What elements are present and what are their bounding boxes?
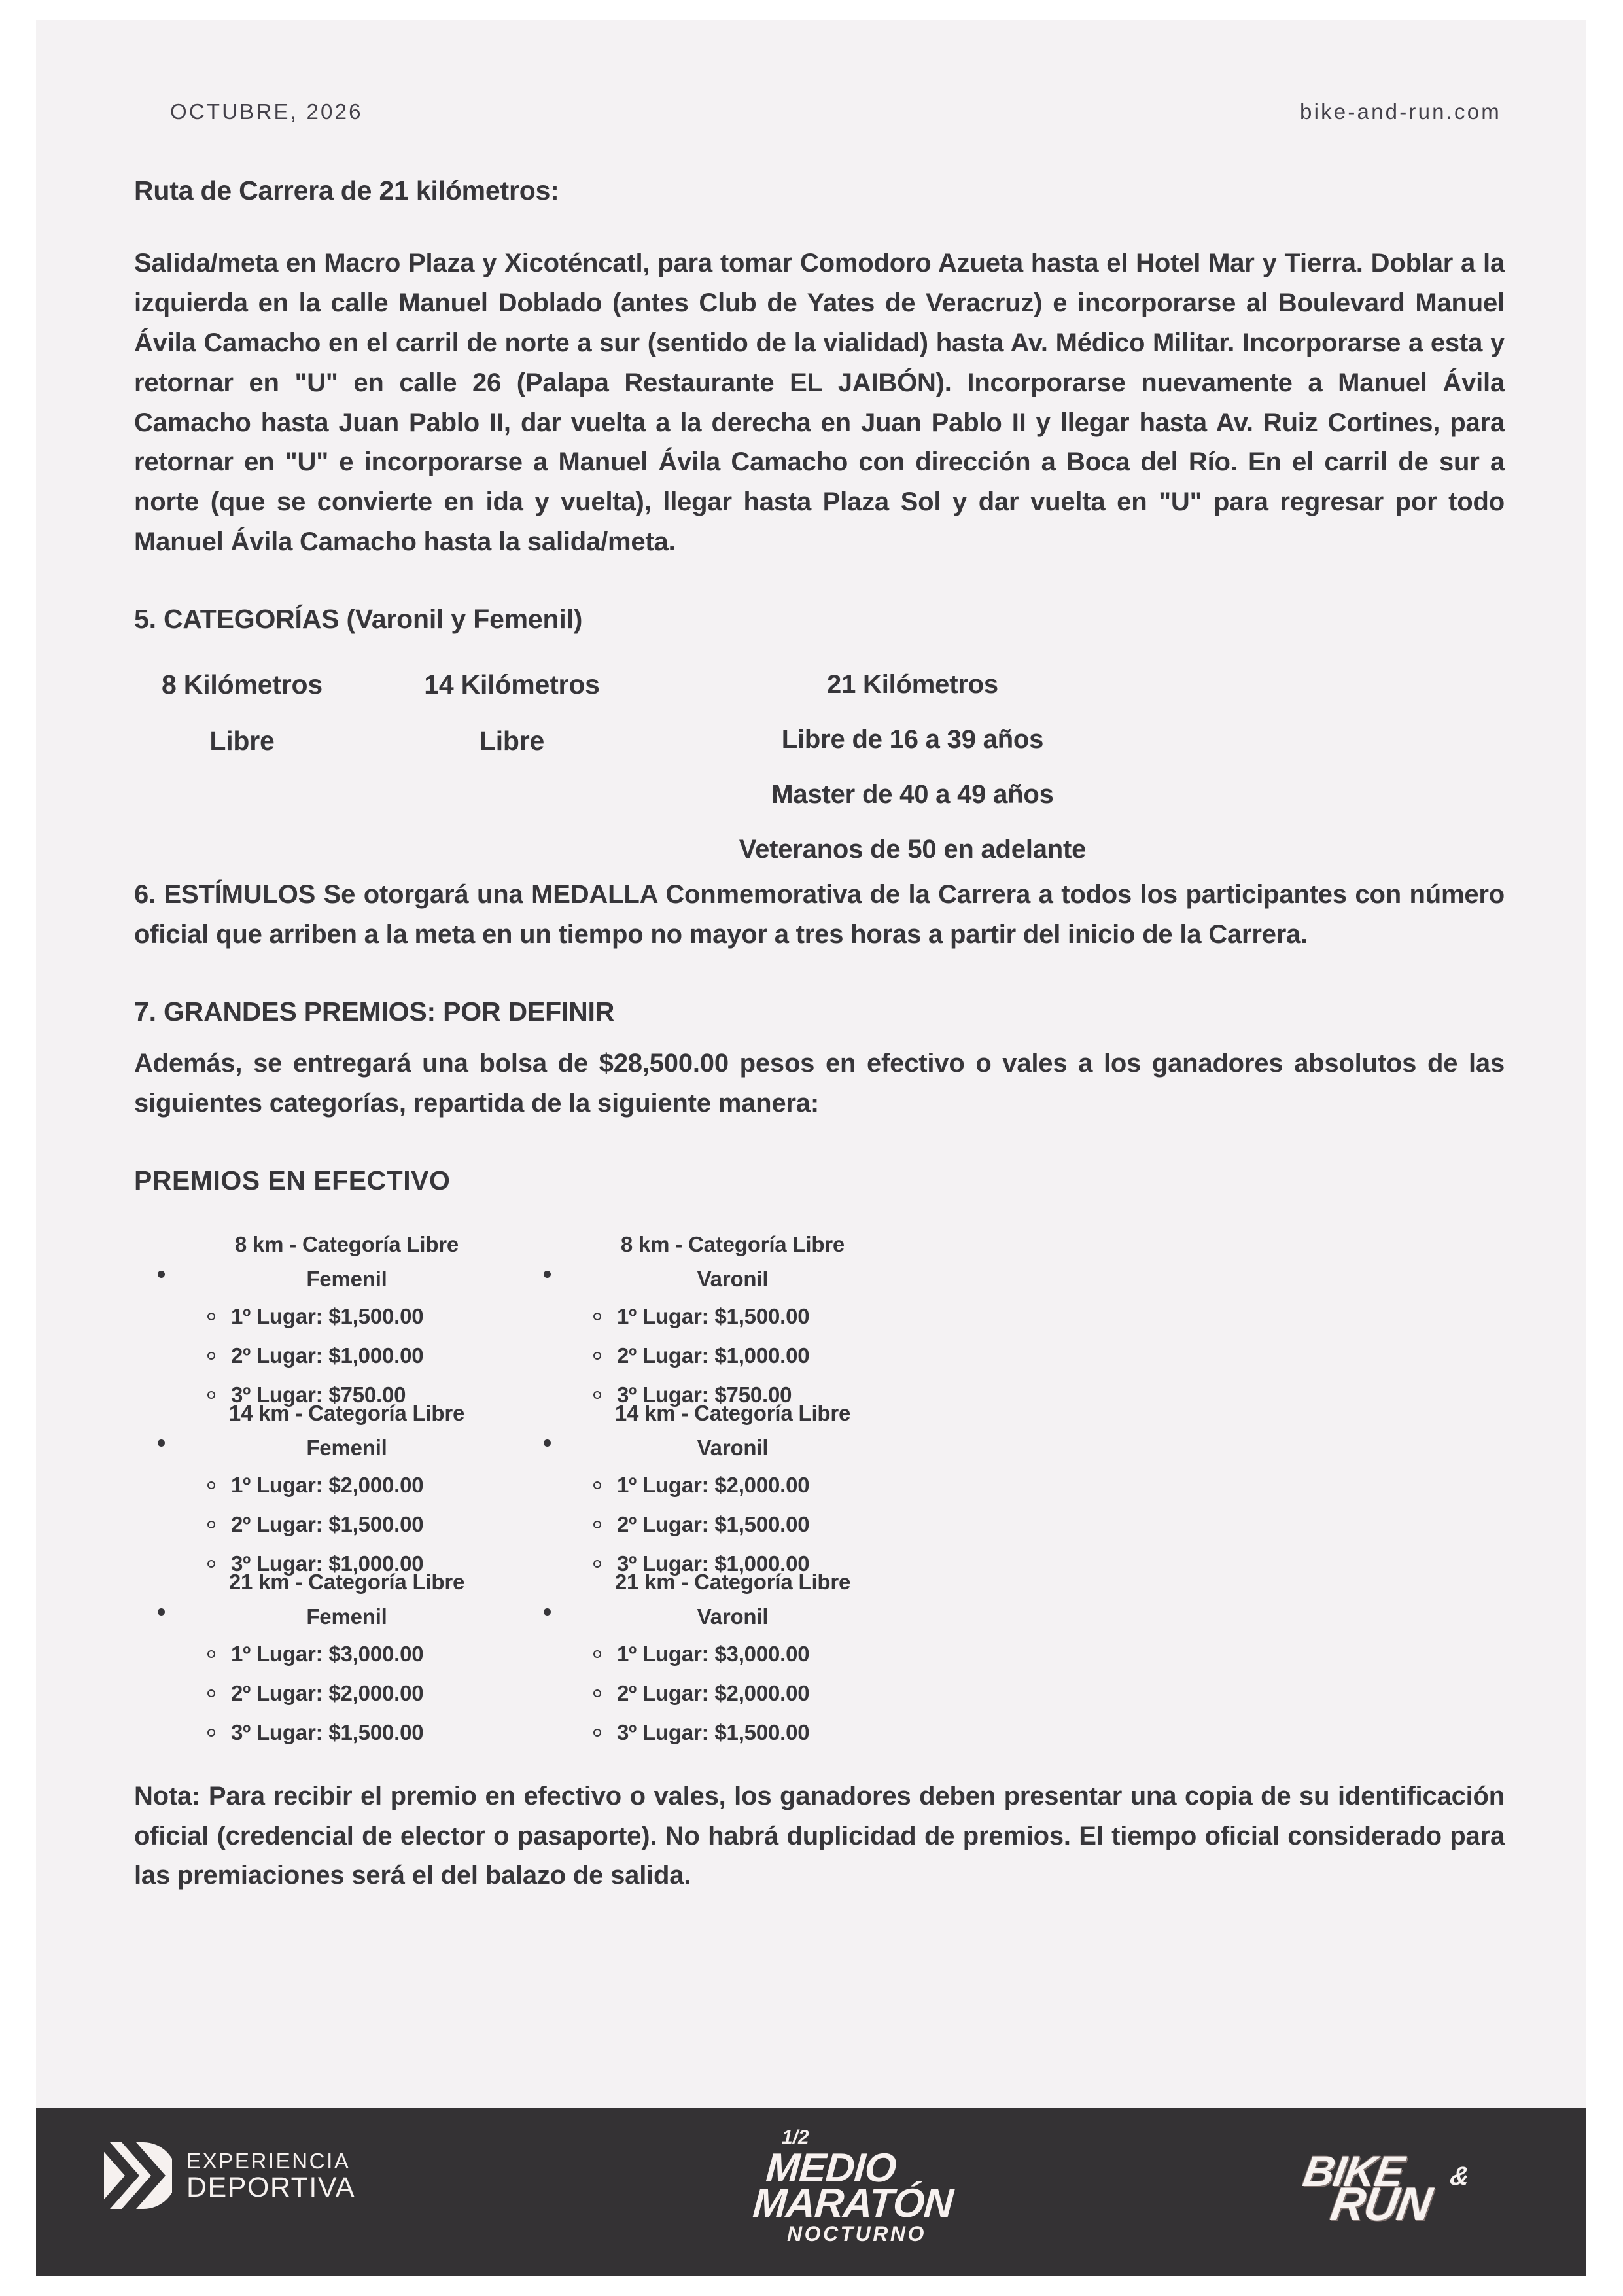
route-title: Ruta de Carrera de 21 kilómetros:	[134, 175, 559, 205]
logo-experiencia-deportiva	[101, 2141, 355, 2210]
prize-group-gender	[540, 1606, 926, 1627]
prize-place-label: 3º Lugar: $1,500.00	[617, 1720, 810, 1744]
prize-place-label: 2º Lugar: $1,500.00	[231, 1511, 424, 1536]
logo-line-run: RUN	[1327, 2178, 1435, 2231]
logo-line-2: DEPORTIVA	[186, 2171, 356, 2203]
logo-line-medio: MEDIO	[764, 2146, 898, 2191]
prize-row	[134, 1231, 1505, 1407]
prize-place-label: 1º Lugar: $2,000.00	[231, 1472, 424, 1497]
categoria-distance: 21 Kilómetros	[827, 670, 998, 699]
prize-group-title: 14 km - Categoría Libre	[228, 1400, 465, 1425]
prize-gender-label: Varonil	[697, 1266, 769, 1291]
document-header	[36, 20, 1586, 137]
prize-group-21km-varonil	[540, 1571, 926, 1761]
prize-place	[154, 1722, 540, 1743]
prize-gender-label: Femenil	[306, 1604, 387, 1629]
prize-place-label: 1º Lugar: $1,500.00	[231, 1303, 424, 1328]
categoria-line: Libre de 16 a 39 años	[781, 725, 1044, 754]
premios-efectivo-list	[134, 1231, 1505, 1744]
prize-group-title: 8 km - Categoría Libre	[620, 1231, 845, 1256]
prize-place-label: 3º Lugar: $1,000.00	[617, 1551, 810, 1576]
prize-place-label: 3º Lugar: $1,000.00	[231, 1551, 424, 1576]
bullet-icon	[158, 1271, 165, 1278]
bullet-icon	[544, 1271, 551, 1278]
prize-place	[154, 1474, 540, 1496]
prize-row	[134, 1569, 1505, 1744]
logo-half-marker: 1/2	[782, 2127, 809, 2148]
circle-bullet-icon	[207, 1481, 215, 1489]
route-description: Salida/meta en Macro Plaza y Xicoténcatl, para tomar Comodoro Azueta hasta el Hotel Mar y Tierra. Doblar a la izquierda en la calle Manuel Doblado (antes Club de Yates de Veracruz) e incorporarse al Boulevard Manuel Ávila Camacho en el carril de norte a sur (sentido de la vialidad) hasta Av. Médico Militar. Incorporarse a esta y retornar en "U" en calle 26 (Palapa Restaurante EL JAIBÓN). Incorporarse nuevamente a Manuel Ávila Camacho hasta Juan Pablo II, dar vuelta a la derecha en Juan Pablo II y llegar hasta Av. Ruiz Cortines, para retornar en "U" e incorporarse a Manuel Ávila Camacho con dirección a Boca del Río. En el carril de sur a norte (que se convierte en ida y vuelta), llegar hasta Plaza Sol y dar vuelta en "U" para regresar por todo Manuel Ávila Camacho hasta la salida/meta.	[134, 249, 1505, 556]
prize-group-14km-femenil	[154, 1402, 540, 1592]
categoria-distance: 14 Kilómetros	[424, 669, 600, 699]
prize-gender-label: Varonil	[697, 1604, 769, 1629]
prize-place	[540, 1513, 926, 1535]
categoria-line: Libre	[479, 725, 545, 756]
prize-gender-label: Varonil	[697, 1435, 769, 1460]
prize-place-label: 1º Lugar: $1,500.00	[617, 1303, 810, 1328]
circle-bullet-icon	[593, 1560, 601, 1568]
document-footer	[36, 2108, 1586, 2276]
prize-place-label: 2º Lugar: $2,000.00	[231, 1680, 424, 1705]
prize-group-14km-varonil	[540, 1402, 926, 1592]
logo-line-bike: BIKE	[1300, 2147, 1407, 2195]
circle-bullet-icon	[593, 1689, 601, 1697]
circle-bullet-icon	[207, 1313, 215, 1320]
categoria-distance: 8 Kilómetros	[162, 669, 323, 699]
prize-row	[134, 1400, 1505, 1576]
document-page	[36, 20, 1586, 2276]
prize-place	[154, 1513, 540, 1535]
circle-bullet-icon	[207, 1391, 215, 1399]
bullet-icon	[158, 1439, 165, 1447]
prize-place	[540, 1682, 926, 1704]
prize-group-gender	[540, 1268, 926, 1290]
prize-group-8km-varonil	[540, 1233, 926, 1423]
experiencia-deportiva-text	[186, 2150, 355, 2202]
prize-group-8km-femenil	[154, 1233, 540, 1423]
prize-place-label: 1º Lugar: $3,000.00	[617, 1641, 810, 1666]
logo-line-nocturno: NOCTURNO	[787, 2222, 926, 2246]
prize-place	[540, 1643, 926, 1665]
header-website: bike-and-run.com	[1300, 99, 1501, 124]
logo-line-1: EXPERIENCIA	[186, 2148, 351, 2173]
prize-group-gender	[154, 1268, 540, 1290]
categoria-column-14km	[389, 664, 635, 762]
logo-line-maraton: MARATÓN	[751, 2181, 954, 2226]
circle-bullet-icon	[207, 1352, 215, 1360]
prize-group-title: 21 km - Categoría Libre	[614, 1569, 851, 1594]
logo-bike-and-run	[1292, 2146, 1508, 2241]
prize-place	[154, 1305, 540, 1327]
circle-bullet-icon	[207, 1729, 215, 1737]
prize-place-label: 1º Lugar: $2,000.00	[617, 1472, 810, 1497]
prize-group-title: 14 km - Categoría Libre	[614, 1400, 851, 1425]
prize-place-label: 3º Lugar: $750.00	[617, 1382, 792, 1407]
categoria-line: Veteranos de 50 en adelante	[739, 835, 1087, 864]
circle-bullet-icon	[207, 1650, 215, 1658]
prize-place	[540, 1345, 926, 1366]
bullet-icon	[544, 1608, 551, 1616]
circle-bullet-icon	[593, 1481, 601, 1489]
prize-place	[154, 1682, 540, 1704]
prize-gender-label: Femenil	[306, 1266, 387, 1291]
prize-place-label: 2º Lugar: $2,000.00	[617, 1680, 810, 1705]
document-content	[134, 170, 1505, 1896]
categorias-table	[134, 664, 1505, 864]
categoria-column-21km	[664, 664, 1161, 884]
chevrons-logo-icon	[101, 2141, 172, 2210]
ampersand-icon: &	[1448, 2162, 1472, 2191]
circle-bullet-icon	[593, 1729, 601, 1737]
prize-place	[154, 1643, 540, 1665]
nota-text: Nota: Para recibir el premio en efectivo o vales, los ganadores deben presentar una copia de su identificación oficial (credencial de elector o pasaporte). No habrá duplicidad de premios. El tiempo oficial considerado para las premiaciones será el del balazo de salida.	[134, 1781, 1505, 1890]
prize-group-gender	[154, 1606, 540, 1627]
estimulos-text: 6. ESTÍMULOS Se otorgará una MEDALLA Conmemorativa de la Carrera a todos los participantes con número oficial que arriben a la meta en un tiempo no mayor a tres horas a partir del inicio de la Carrera.	[134, 880, 1505, 949]
circle-bullet-icon	[593, 1391, 601, 1399]
prize-place	[540, 1305, 926, 1327]
prize-gender-label: Femenil	[306, 1435, 387, 1460]
prize-group-title: 8 km - Categoría Libre	[234, 1231, 459, 1256]
prize-group-gender	[154, 1437, 540, 1458]
circle-bullet-icon	[207, 1521, 215, 1528]
prize-place-label: 3º Lugar: $1,500.00	[231, 1720, 424, 1744]
prize-place	[540, 1474, 926, 1496]
prize-place-label: 2º Lugar: $1,000.00	[231, 1343, 424, 1368]
circle-bullet-icon	[593, 1313, 601, 1320]
circle-bullet-icon	[207, 1689, 215, 1697]
prize-place-label: 3º Lugar: $750.00	[231, 1382, 406, 1407]
bullet-icon	[544, 1439, 551, 1447]
grandes-premios-text: Además, se entregará una bolsa de $28,500.00 pesos en efectivo o vales a los ganadores absolutos de las siguientes categorías, repartida de la siguiente manera:	[134, 1048, 1505, 1118]
bullet-icon	[158, 1608, 165, 1616]
prize-place	[154, 1345, 540, 1366]
categorias-heading: 5. CATEGORÍAS (Varonil y Femenil)	[134, 603, 583, 634]
circle-bullet-icon	[593, 1650, 601, 1658]
categoria-column-8km	[134, 664, 350, 762]
categoria-line: Master de 40 a 49 años	[771, 780, 1054, 809]
prize-place-label: 2º Lugar: $1,500.00	[617, 1511, 810, 1536]
prize-place	[540, 1722, 926, 1743]
categoria-line: Libre	[209, 725, 275, 756]
prize-group-gender	[540, 1437, 926, 1458]
prize-group-title: 21 km - Categoría Libre	[228, 1569, 465, 1594]
prize-group-21km-femenil	[154, 1571, 540, 1761]
grandes-premios-heading: 7. GRANDES PREMIOS: POR DEFINIR	[134, 996, 615, 1027]
prize-place-label: 1º Lugar: $3,000.00	[231, 1641, 424, 1666]
logo-medio-maraton-nocturno	[748, 2124, 964, 2263]
circle-bullet-icon	[593, 1352, 601, 1360]
circle-bullet-icon	[207, 1560, 215, 1568]
prize-place-label: 2º Lugar: $1,000.00	[617, 1343, 810, 1368]
header-date: OCTUBRE, 2026	[170, 99, 363, 124]
circle-bullet-icon	[593, 1521, 601, 1528]
premios-efectivo-heading: PREMIOS EN EFECTIVO	[134, 1165, 451, 1195]
